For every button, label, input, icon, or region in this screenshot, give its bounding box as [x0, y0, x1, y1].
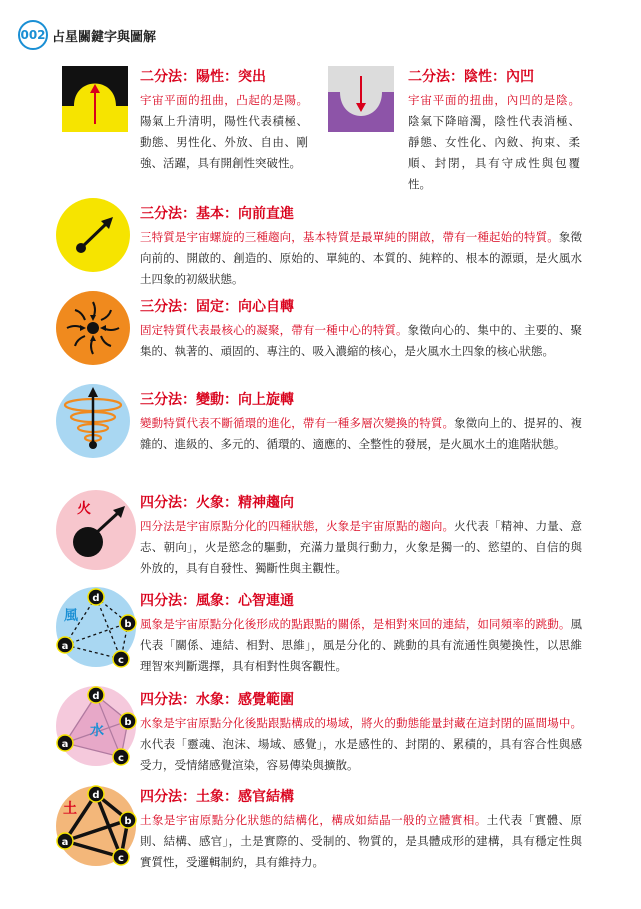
cardinal-body-text: 象徵向前的、開啟的、創造的、原始的、單純的、本質的、純粹的、根本的源頭，是火風水土四象的初級狀態。	[140, 230, 583, 286]
air-char: 風	[64, 608, 78, 624]
earth-body-text: 土代表「實體、原則、結構、感官」，土是實際的、受制的、物質的，是具體成形的建構，具有穩定性與實質性，受邏輯制約，具有維持力。	[140, 813, 583, 869]
water-red-text: 水象是宇宙原點分化後點跟點構成的場域，將火的動態能量封藏在這封閉的區間場中。	[140, 716, 582, 730]
yin-dip-icon	[328, 66, 394, 132]
yin-body-text: 陰氣下降暗濁，陰性代表消極、靜態、女性化、內斂、拘束、柔順、封閉，具有守成性與包覆性。	[408, 114, 580, 191]
air-node-b: b	[124, 619, 132, 630]
earth-title: 四分法：土象：感官結構	[140, 789, 294, 805]
earth-node-d: d	[92, 790, 100, 801]
air-text	[140, 614, 582, 677]
earth-node-c: c	[118, 853, 124, 864]
fire-red-text: 四分法是宇宙原點分化的四種狀態，火象是宇宙原點的趨向。	[140, 519, 455, 533]
yin-title: 二分法：陰性：內凹	[408, 69, 534, 85]
earth-element-icon	[55, 785, 137, 867]
earth-text	[140, 810, 582, 873]
cardinal-arrow-icon	[55, 197, 131, 273]
air-red-text: 風象是宇宙原點分化後形成的點跟點的關係，是相對來回的連結，如同頻率的跳動。	[140, 617, 571, 631]
earth-node-a: a	[61, 837, 69, 848]
fire-text	[140, 516, 582, 579]
mutable-title: 三分法：變動：向上旋轉	[140, 392, 294, 408]
water-node-b: b	[124, 717, 132, 728]
page-header	[18, 20, 156, 50]
earth-char: 土	[63, 801, 77, 817]
cardinal-text	[140, 227, 582, 290]
mutable-spiral-icon	[55, 383, 131, 459]
mutable-text	[140, 413, 582, 455]
air-node-c: c	[118, 655, 124, 666]
page-title: 占星關鍵字與圖解	[52, 29, 157, 45]
yang-body-text: 陽氣上升清明，陽性代表積極、動態、男性化、外放、自由、剛強、活躍，具有開創性突破性。	[140, 114, 308, 170]
air-node-a: a	[61, 641, 69, 652]
mutable-red-text: 變動特質代表不斷循環的進化，帶有一種多層次變換的特質。	[140, 416, 455, 430]
water-element-icon	[55, 685, 137, 767]
earth-node-b: b	[124, 816, 132, 827]
fire-title: 四分法：火象：精神趨向	[140, 495, 294, 511]
earth-red-text: 土象是宇宙原點分化狀態的結構化，構成如結晶一般的立體實相。	[140, 813, 487, 827]
fixed-title: 三分法：固定：向心自轉	[140, 299, 294, 315]
fire-element-icon	[55, 489, 137, 571]
water-node-d: d	[92, 691, 100, 702]
mutable-body-text: 象徵向上的、提昇的、複雜的、進級的、多元的、循環的、適應的、全整性的發展，是火風水土的進階狀態。	[140, 416, 583, 451]
fixed-red-text: 固定特質代表最核心的凝聚，帶有一種中心的特質。	[140, 323, 408, 337]
water-node-c: c	[118, 753, 124, 764]
fire-body-text: 火代表「精神、力量、意志、朝向」，火是慾念的驅動，充滿力量與行動力，火象是獨一的、慾望的、自信的與外放的，具有自發性、獨斷性與主觀性。	[140, 519, 583, 575]
air-node-d: d	[92, 593, 100, 604]
fixed-text	[140, 320, 582, 362]
air-element-icon	[55, 586, 137, 668]
yang-text	[140, 90, 308, 174]
fixed-body-text: 象徵向心的、集中的、主要的、聚集的、執著的、頑固的、專注的、吸入濃縮的核心，是火風水土四象的核心狀態。	[140, 323, 582, 358]
page-number-badge: 002	[18, 20, 48, 50]
air-title: 四分法：風象：心智連通	[140, 593, 294, 609]
yin-red-text: 宇宙平面的扭曲，內凹的是陰。	[408, 93, 580, 107]
air-body-text: 風代表「關係、連結、相對、思維」，風是分化的、跳動的具有流通性與變換性，以思維理智來判斷選擇，具有相對性與客觀性。	[140, 617, 582, 673]
water-node-a: a	[61, 739, 69, 750]
yang-red-text: 宇宙平面的扭曲，凸起的是陽。	[140, 93, 308, 107]
yang-bump-icon	[62, 66, 128, 132]
yang-title: 二分法：陽性：突出	[140, 69, 266, 85]
cardinal-red-text: 三特質是宇宙螺旋的三種趨向，基本特質是最單純的開啟，帶有一種起始的特質。	[140, 230, 559, 244]
water-text	[140, 713, 582, 776]
water-char: 水	[90, 723, 104, 739]
water-body-text: 水代表「靈魂、泡沫、場域、感覺」，水是感性的、封閉的、累積的，具有容合性與感受力，受情緒感覺渲染，容易傳染與擴散。	[140, 737, 582, 772]
fire-char: 火	[77, 501, 91, 517]
fixed-center-icon	[55, 290, 131, 366]
water-title: 四分法：水象：感覺範圍	[140, 692, 294, 708]
yin-text	[408, 90, 580, 195]
cardinal-title: 三分法：基本：向前直進	[140, 206, 294, 222]
